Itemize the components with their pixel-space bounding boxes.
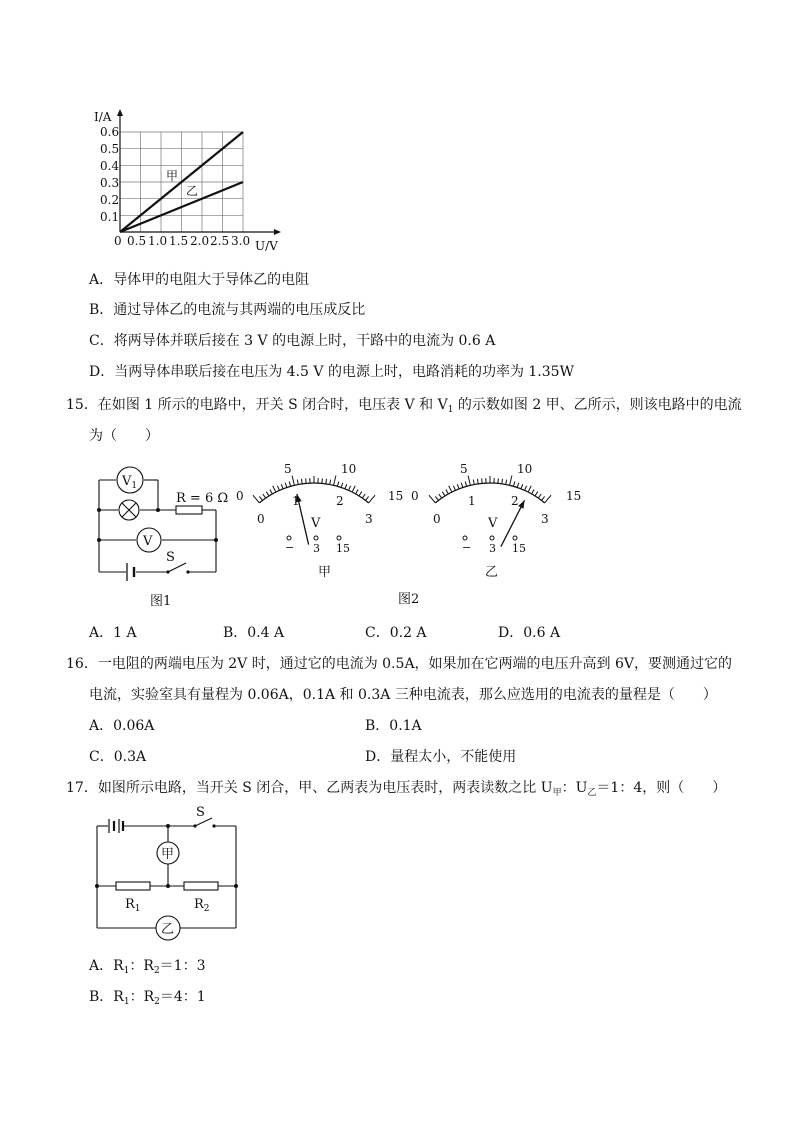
dial-b-scale-arc xyxy=(435,483,544,503)
dial-a-label: 甲 xyxy=(318,565,332,580)
figure2-caption: 图2 xyxy=(398,592,420,607)
q17-stem-b: ：U xyxy=(561,780,588,796)
dial-a-terminal-15: 15 xyxy=(336,542,350,555)
x-tick-0.5: 0.5 xyxy=(127,234,147,248)
resistor-label: R = 6 Ω xyxy=(176,491,228,506)
dial-a-inner-1: 1 xyxy=(292,494,300,508)
dial-b-terminal-3: 3 xyxy=(489,542,496,555)
dial-a-tick xyxy=(369,495,375,503)
y-tick-0.5: 0.5 xyxy=(100,142,120,156)
dial-b-tick xyxy=(429,495,435,503)
dial-b-tick xyxy=(521,484,523,489)
y-tick-0.1: 0.1 xyxy=(100,210,120,224)
dial-b-tick xyxy=(449,486,452,492)
dial-b-tick xyxy=(528,486,531,492)
dial-a-tick xyxy=(345,484,347,489)
dial-a-outer-10: 10 xyxy=(341,462,357,476)
q15-option-b: B．0.4 A xyxy=(223,625,285,641)
dial-b-tick xyxy=(439,494,442,498)
q17-b-sub2: 2 xyxy=(154,997,160,1007)
r1-label: $R_1$ xyxy=(125,897,141,914)
q16-stem-line2: 电流，实验室具有量程为 0.06A，0.1A 和 0.3A 三种电流表，那么应选用的电流表的量程是（ ） xyxy=(89,687,717,703)
q15-meter-dials xyxy=(230,458,590,618)
voltmeter-v1-label: $V_1$ xyxy=(122,474,138,491)
dial-a-tick xyxy=(330,480,331,485)
dial-a-tick xyxy=(341,483,343,488)
q17-b-sub1: 1 xyxy=(123,997,130,1007)
q15-stem-suffix: 的示数如图 2 甲、乙所示，则该电路中的电流 xyxy=(453,397,742,413)
dial-b-tick xyxy=(532,490,534,494)
dial-b-tick xyxy=(510,476,512,486)
dial-b-inner-2: 2 xyxy=(511,494,519,508)
dial-a-tick xyxy=(337,481,338,486)
dial-a-tick xyxy=(263,494,266,498)
q17-stem-a: 17．如图所示电路，当开关 S 闭合，甲、乙两表为电压表时，两表读数之比 U xyxy=(66,780,553,796)
dial-a-terminal-3-post xyxy=(314,536,318,540)
dial-a-tick xyxy=(356,490,358,494)
q17-a-sub2: 2 xyxy=(153,966,160,976)
line-a-label: 甲 xyxy=(166,169,179,183)
q14-option-d: D．当两导体串联后接在电压为 4.5 V 的电源上时，电路消耗的功率为 1.35W xyxy=(89,364,574,380)
dial-b-tick xyxy=(525,486,527,491)
q17-circuit-diagram xyxy=(88,806,248,946)
q15-stem-sub: 1 xyxy=(447,405,454,415)
dial-b-outer-5: 5 xyxy=(460,462,468,476)
dial-b-symbol: V xyxy=(488,516,498,531)
dial-b-tick xyxy=(517,483,519,488)
q16-option-d: D．量程太小，不能使用 xyxy=(365,749,517,765)
dial-b-outer-15: 15 xyxy=(566,489,582,503)
dial-b-inner-1: 1 xyxy=(468,494,476,508)
figure1-caption: 图1 xyxy=(150,594,172,609)
q16-option-c: C．0.3A xyxy=(89,749,147,765)
dial-a-tick xyxy=(281,484,283,489)
lamp-icon xyxy=(119,500,139,520)
dial-a-tick xyxy=(366,496,369,500)
dial-b-tick xyxy=(468,476,470,486)
q16-stem-line1: 16．一电阻的两端电压为 2V 时，通过它的电流为 0.5A，如果加在它两端的电压升高到 6V，要测通过它的 xyxy=(66,656,733,672)
dial-b-tick xyxy=(502,479,503,484)
dial-a-terminal-neg-post xyxy=(287,536,291,540)
dial-b-terminal-3-post xyxy=(490,536,494,540)
dial-b-needle-tip xyxy=(518,500,524,508)
dial-b-tick xyxy=(461,483,463,488)
dial-b-tick xyxy=(442,492,445,496)
dial-a-tick xyxy=(362,494,365,498)
dial-a-symbol: V xyxy=(311,516,321,531)
dial-b-tick xyxy=(542,496,545,500)
y-tick-0.6: 0.6 xyxy=(100,125,120,139)
dial-a-tick xyxy=(301,479,302,484)
dial-a-terminal-3: 3 xyxy=(313,542,320,555)
dial-b-terminal-15: 15 xyxy=(512,542,526,555)
dial-a-inner-3: 3 xyxy=(365,512,373,526)
resistor-r xyxy=(176,506,202,514)
dial-a-terminal-15-post xyxy=(337,536,341,540)
dial-a-tick xyxy=(285,483,287,488)
q15-option-d: D．0.6 A xyxy=(498,625,561,641)
dial-a-inner-2: 2 xyxy=(336,494,344,508)
dial-a-tick xyxy=(266,492,269,496)
dial-a-tick xyxy=(334,476,336,486)
dial-a-tick xyxy=(259,496,262,500)
dial-b-terminal-neg: − xyxy=(462,541,472,554)
dial-b-outer-0: 0 xyxy=(411,489,419,503)
q15-stem-prefix: 15．在如图 1 所示的电路中，开关 S 闭合时，电压表 V 和 V xyxy=(66,397,448,413)
q17-b-mid: ：R xyxy=(129,989,155,1005)
q17-stem-sub-a: 甲 xyxy=(552,788,562,798)
q14-option-c: C．将两导体并联后接在 3 V 的电源上时，干路中的电流为 0.6 A xyxy=(89,333,496,349)
dial-a-outer-0: 0 xyxy=(236,489,244,503)
dial-b-terminal-15-post xyxy=(513,536,517,540)
q17-option-b xyxy=(89,988,206,1011)
q17-b-suffix: ＝4：1 xyxy=(159,989,206,1005)
dial-a-tick xyxy=(273,486,276,492)
dial-a-tick xyxy=(292,476,294,486)
x-tick-1.5: 1.5 xyxy=(169,234,189,248)
dial-b-tick xyxy=(453,486,455,491)
q16-option-b: B．0.1A xyxy=(365,718,422,734)
dial-b-outer-10: 10 xyxy=(517,462,533,476)
y-axis-label: I/A xyxy=(94,110,112,124)
q15-stem-line1 xyxy=(66,396,742,419)
meter-b-label: 乙 xyxy=(161,922,175,937)
switch-label: S xyxy=(196,806,205,820)
iu-graph xyxy=(86,104,286,254)
dial-a-tick xyxy=(289,481,290,486)
x-tick-1.0: 1.0 xyxy=(148,234,168,248)
dial-a-inner-0: 0 xyxy=(257,512,265,526)
meter-dial-b xyxy=(429,476,551,547)
x-axis-label: U/V xyxy=(255,239,278,253)
dial-a-tick xyxy=(326,479,327,484)
x-tick-2.5: 2.5 xyxy=(210,234,230,248)
dial-a-tick xyxy=(253,495,259,503)
resistor-r2 xyxy=(184,882,218,890)
dial-a-tick xyxy=(349,486,351,491)
switch-label: S xyxy=(166,550,175,565)
q16-option-a: A．0.06A xyxy=(89,718,155,734)
dial-b-tick xyxy=(513,481,514,486)
dial-b-label: 乙 xyxy=(485,565,499,580)
dial-b-tick xyxy=(477,479,478,484)
x-tick-3.0: 3.0 xyxy=(231,234,251,248)
dial-b-tick xyxy=(535,492,538,496)
line-b-label: 乙 xyxy=(186,184,199,198)
voltmeter-v-label: V xyxy=(143,534,153,549)
q17-a-prefix: A．R xyxy=(89,958,124,974)
q14-option-b: B．通过导体乙的电流与其两端的电压成反比 xyxy=(89,302,366,318)
x-axis-arrow xyxy=(274,229,281,235)
meter-a-label: 甲 xyxy=(161,847,175,862)
dial-b-tick xyxy=(446,490,448,494)
dial-a-tick xyxy=(297,480,298,485)
x-tick-2.0: 2.0 xyxy=(190,234,210,248)
dial-b-terminal-neg-post xyxy=(463,536,467,540)
dial-a-tick xyxy=(352,486,355,492)
dial-a-tick xyxy=(270,490,272,494)
r2-label: $R_2$ xyxy=(194,897,210,914)
dial-b-tick xyxy=(465,481,466,486)
q14-option-a: A．导体甲的电阻大于导体乙的电阻 xyxy=(89,272,310,288)
dial-a-tick xyxy=(277,486,279,491)
dial-b-tick xyxy=(473,480,474,485)
q17-stem xyxy=(66,779,726,802)
dial-b-tick xyxy=(545,495,551,503)
meter-dial-a xyxy=(253,476,375,545)
origin-label: 0 xyxy=(114,234,122,248)
dial-b-inner-3: 3 xyxy=(541,512,549,526)
q17-a-mid: ：R xyxy=(129,958,154,974)
y-tick-0.3: 0.3 xyxy=(100,176,120,190)
q17-stem-sub-b: 乙 xyxy=(587,788,597,798)
q15-stem-line2: 为（ ） xyxy=(89,428,159,444)
q17-option-a xyxy=(89,957,206,980)
q17-stem-c: ＝1：4，则（ ） xyxy=(596,780,727,796)
dial-a-scale-arc xyxy=(259,483,368,503)
dial-a-outer-15: 15 xyxy=(388,489,404,503)
dial-b-tick xyxy=(506,480,507,485)
q15-circuit-diagram xyxy=(88,462,228,610)
q17-b-prefix: B．R xyxy=(89,989,124,1005)
dial-a-outer-5: 5 xyxy=(284,462,292,476)
q17-a-sub1: 1 xyxy=(123,966,130,976)
dial-a-tick xyxy=(359,492,362,496)
dial-b-tick xyxy=(457,484,459,489)
dial-a-terminal-neg: − xyxy=(285,541,295,554)
dial-b-inner-0: 0 xyxy=(433,512,441,526)
q15-option-c: C．0.2 A xyxy=(365,625,427,641)
q15-option-a: A．1 A xyxy=(89,625,137,641)
y-tick-0.2: 0.2 xyxy=(100,193,120,207)
dial-b-tick xyxy=(435,496,438,500)
dial-b-tick xyxy=(538,494,541,498)
resistor-r1 xyxy=(116,882,150,890)
q17-a-suffix: ＝1：3 xyxy=(159,958,206,974)
y-tick-0.4: 0.4 xyxy=(100,159,120,173)
y-axis-arrow xyxy=(117,109,123,116)
